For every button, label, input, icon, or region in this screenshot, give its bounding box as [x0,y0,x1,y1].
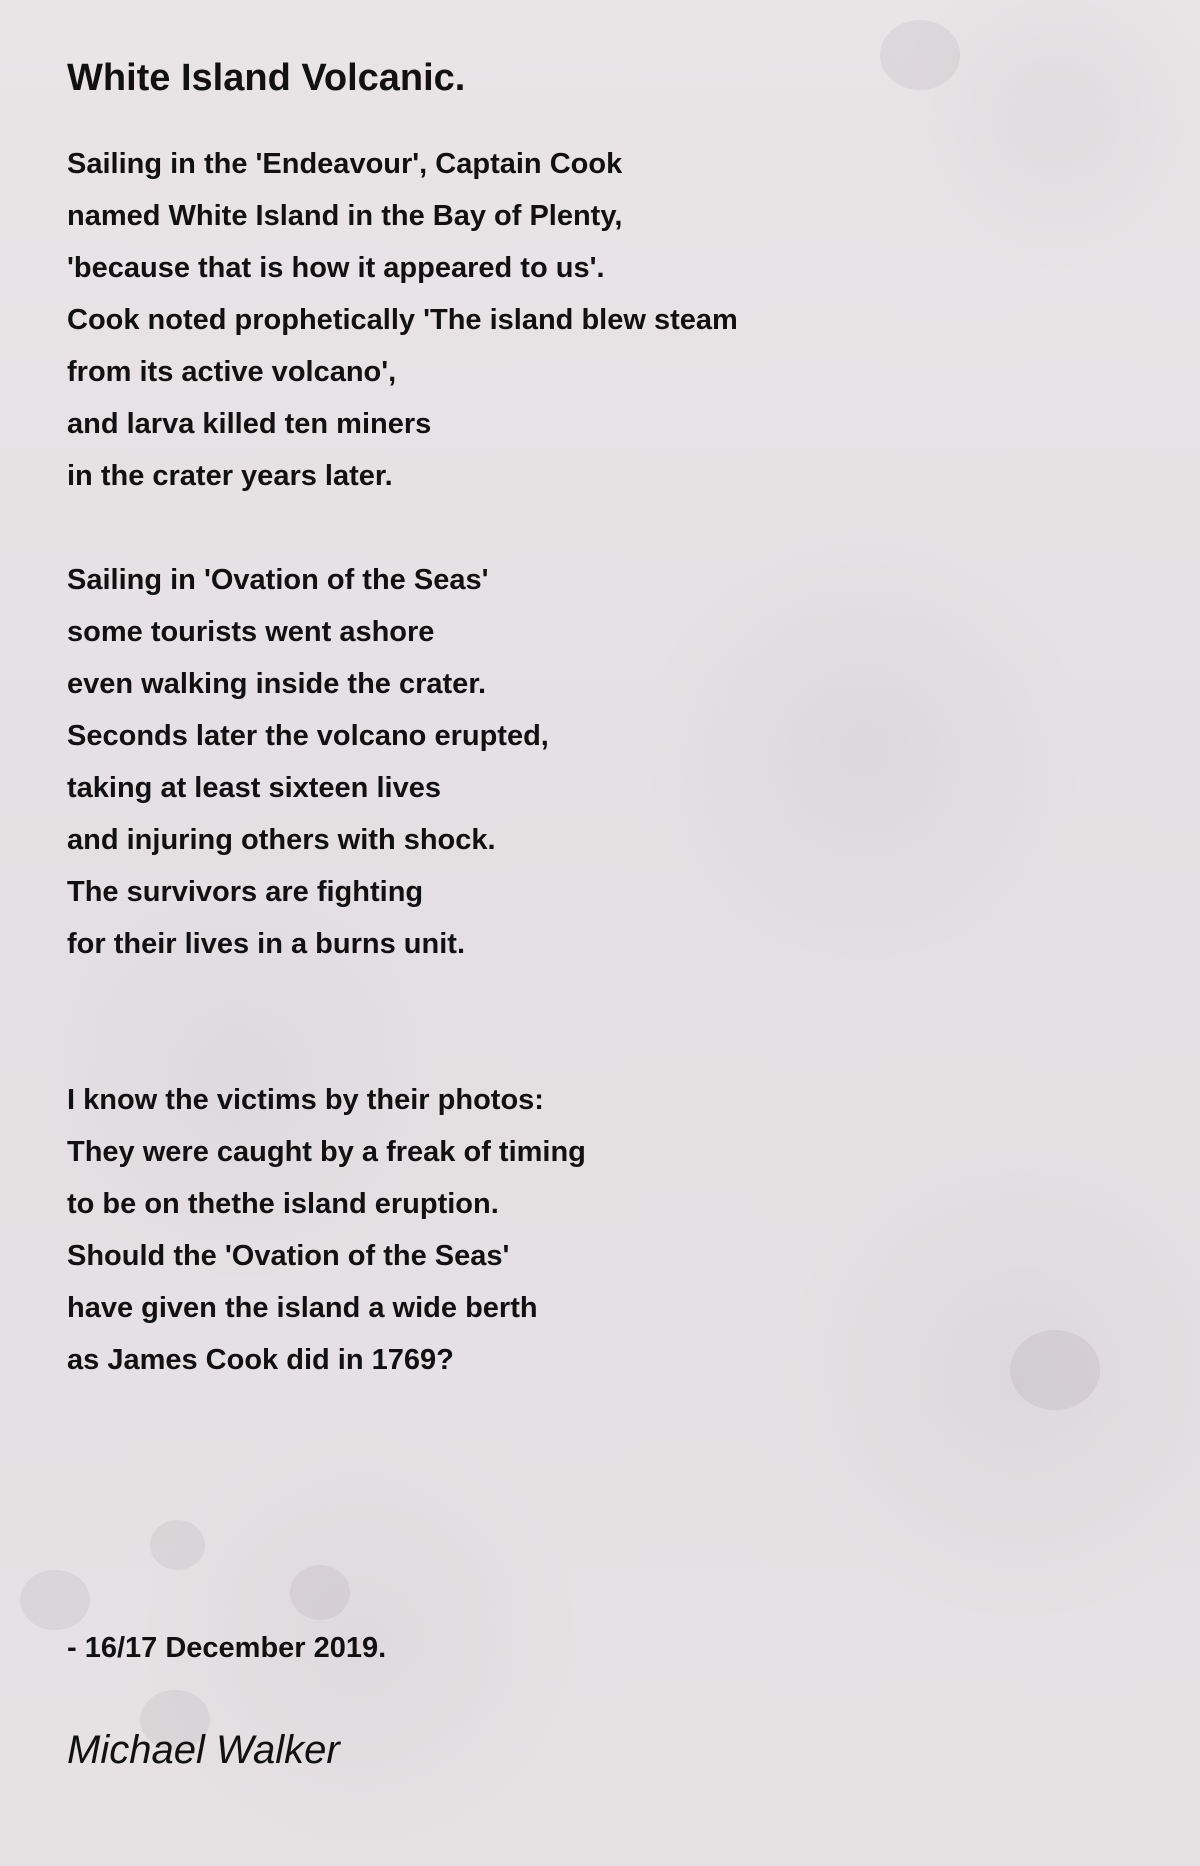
poem-line: The survivors are fighting [67,876,424,908]
poem-line: and injuring others with shock. [67,824,496,856]
stanza-1 [67,138,967,502]
poem-line: in the crater years later. [67,460,393,492]
poem-line: as James Cook did in 1769? [67,1344,454,1376]
poem-line: Sailing in 'Ovation of the Seas' [67,564,489,596]
poem-line: Seconds later the volcano erupted, [67,720,549,752]
poem-page [67,50,967,1780]
poem-line: to be on thethe island eruption. [67,1188,499,1220]
poem-line: and larva killed ten miners [67,408,432,440]
stanza-gap [67,1386,967,1622]
stanza-gap [67,502,967,554]
poem-line: Should the 'Ovation of the Seas' [67,1240,510,1272]
poem-line: some tourists went ashore [67,616,435,648]
poem-date: - 16/17 December 2019. [67,1632,387,1664]
poem-line: taking at least sixteen lives [67,772,441,804]
poem-title: White Island Volcanic. [67,57,466,99]
poem-line: from its active volcano', [67,356,397,388]
poem-line: even walking inside the crater. [67,668,487,700]
background-blot [1010,1330,1100,1410]
poem-line: 'because that is how it appeared to us'. [67,252,605,284]
poem-line: have given the island a wide berth [67,1292,538,1324]
stanza-2 [67,554,967,970]
poem-line: I know the victims by their photos: [67,1084,544,1116]
poem-line: Cook noted prophetically 'The island blew steam [67,304,738,336]
stanza-gap [67,970,967,1074]
stanza-3 [67,1074,967,1386]
poem-author: Michael Walker [67,1728,340,1772]
poem-line: named White Island in the Bay of Plenty, [67,200,623,232]
poem-line: for their lives in a burns unit. [67,928,465,960]
poem-line: They were caught by a freak of timing [67,1136,586,1168]
poem-line: Sailing in the 'Endeavour', Captain Cook [67,148,623,180]
